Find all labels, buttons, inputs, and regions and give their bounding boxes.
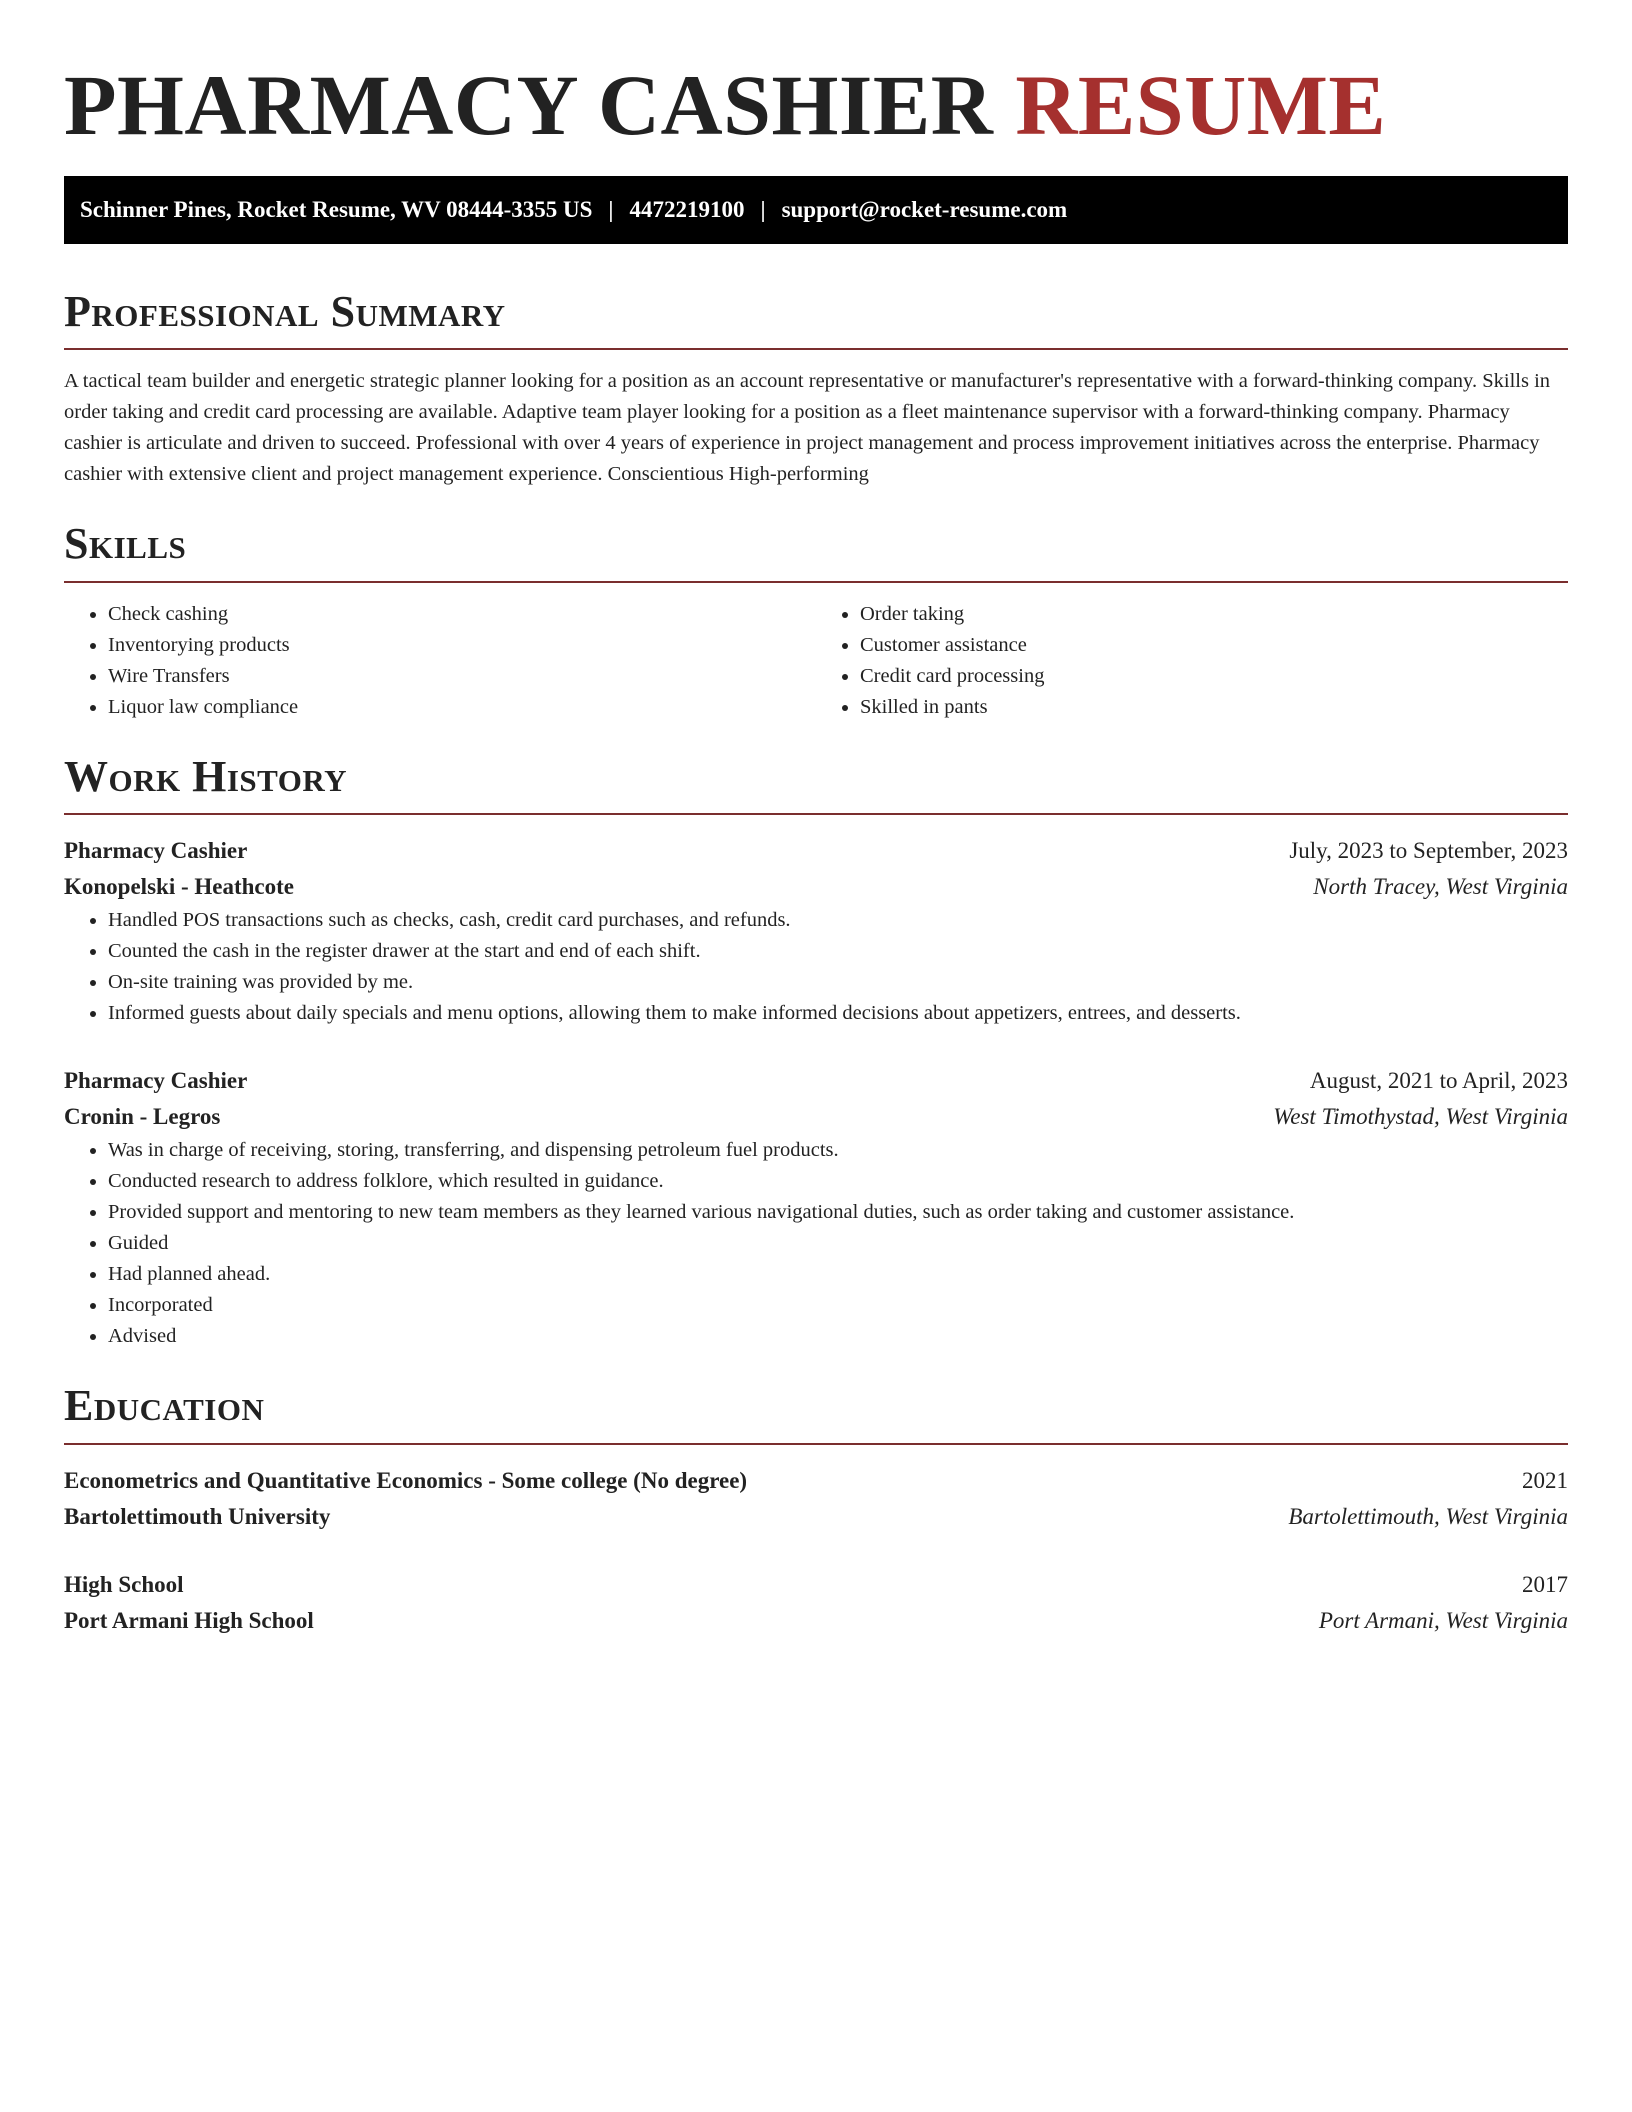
skill-item: • Customer assistance <box>860 630 1568 661</box>
skill-item: • Order taking <box>860 599 1568 630</box>
contact-address: Schinner Pines, Rocket Resume, WV 08444-3355 US <box>80 197 593 222</box>
job-entry <box>64 1063 1568 1352</box>
job-title-row <box>64 833 1568 869</box>
education-school-row <box>64 1603 1568 1639</box>
job-company: Cronin - Legros <box>64 1104 221 1130</box>
skills-grid <box>64 599 1568 723</box>
summary-heading: Professional Summary <box>64 288 1568 350</box>
job-bullet: • Counted the cash in the register drawer at the start and end of each shift. <box>108 936 1568 967</box>
work-history-section <box>64 753 1568 1352</box>
contact-phone: 4472219100 <box>629 197 745 222</box>
education-entry <box>64 1463 1568 1535</box>
skills-list-left <box>64 599 816 723</box>
job-title-row <box>64 1063 1568 1099</box>
education-degree: Econometrics and Quantitative Economics - Some college (No degree) <box>64 1467 748 1493</box>
skills-section <box>64 520 1568 722</box>
job-location: West Timothystad, West Virginia <box>1273 1104 1568 1130</box>
education-location: Port Armani, West Virginia <box>1318 1607 1568 1633</box>
job-dates: July, 2023 to September, 2023 <box>1289 838 1568 864</box>
skill-item: • Inventorying products <box>108 630 816 661</box>
education-school: Port Armani High School <box>64 1607 314 1633</box>
education-entry <box>64 1567 1568 1639</box>
work-history-heading: Work History <box>64 753 1568 815</box>
education-degree-row <box>64 1567 1568 1603</box>
education-section <box>64 1382 1568 1638</box>
summary-text: A tactical team builder and energetic strategic planner looking for a position as an account representative or manufacturer's representative with a forward-thinking company. Skills in order taking and credit card processing are available. Adaptive team player looking for a position as a fleet maintenance supervisor with a forward-thinking company. Pharmacy cashier is articulate and driven to succeed. Professional with over 4 years of experience in project management and process improvement initiatives across the enterprise. Pharmacy cashier with extensive client and project management experience. Conscientious High-performing <box>64 370 1551 486</box>
job-bullet: • Handled POS transactions such as checks, cash, credit card purchases, and refunds. <box>108 905 1568 936</box>
job-company-row <box>64 1099 1568 1135</box>
title-main: PHARMACY CASHIER <box>64 57 994 153</box>
job-entry <box>64 833 1568 1029</box>
job-bullet: • Had planned ahead. <box>108 1259 1568 1290</box>
job-bullet: • Was in charge of receiving, storing, transferring, and dispensing petroleum fuel products. <box>108 1135 1568 1166</box>
education-heading: Education <box>64 1382 1568 1444</box>
skill-item: • Skilled in pants <box>860 692 1568 723</box>
contact-bar <box>64 176 1568 244</box>
education-degree: High School <box>64 1571 184 1597</box>
page-title <box>64 0 1568 172</box>
skills-heading: Skills <box>64 520 1568 582</box>
job-bullet: • Conducted research to address folklore, which resulted in guidance. <box>108 1166 1568 1197</box>
skill-item: • Check cashing <box>108 599 816 630</box>
job-bullet: • Advised <box>108 1321 1568 1352</box>
job-bullet: • Incorporated <box>108 1290 1568 1321</box>
job-bullet: • Provided support and mentoring to new team members as they learned various navigational duties, such as order taking and customer assistance. <box>108 1197 1568 1228</box>
contact-separator: | <box>608 197 614 222</box>
job-bullet: • Informed guests about daily specials and menu options, allowing them to make informed decisions about appetizers, entrees, and desserts. <box>108 998 1568 1029</box>
job-title: Pharmacy Cashier <box>64 1068 248 1094</box>
contact-separator: | <box>760 197 766 222</box>
skills-list-right <box>816 599 1568 723</box>
education-school: Bartolettimouth University <box>64 1503 331 1529</box>
job-company-row <box>64 869 1568 905</box>
job-bullets <box>64 905 1568 1029</box>
education-degree-row <box>64 1463 1568 1499</box>
job-bullets <box>64 1135 1568 1352</box>
education-year: 2021 <box>1522 1467 1568 1493</box>
job-title: Pharmacy Cashier <box>64 838 248 864</box>
job-location: North Tracey, West Virginia <box>1313 874 1568 900</box>
job-company: Konopelski - Heathcote <box>64 874 294 900</box>
skill-item: • Credit card processing <box>860 661 1568 692</box>
job-bullet: • On-site training was provided by me. <box>108 967 1568 998</box>
skill-item: • Liquor law compliance <box>108 692 816 723</box>
education-location: Bartolettimouth, West Virginia <box>1288 1503 1568 1529</box>
title-accent: RESUME <box>1015 57 1387 153</box>
education-school-row <box>64 1499 1568 1535</box>
summary-section <box>64 288 1568 490</box>
job-dates: August, 2021 to April, 2023 <box>1309 1068 1568 1094</box>
contact-email: support@rocket-resume.com <box>781 197 1068 222</box>
job-bullet: • Guided <box>108 1228 1568 1259</box>
skill-item: • Wire Transfers <box>108 661 816 692</box>
education-year: 2017 <box>1522 1571 1568 1597</box>
